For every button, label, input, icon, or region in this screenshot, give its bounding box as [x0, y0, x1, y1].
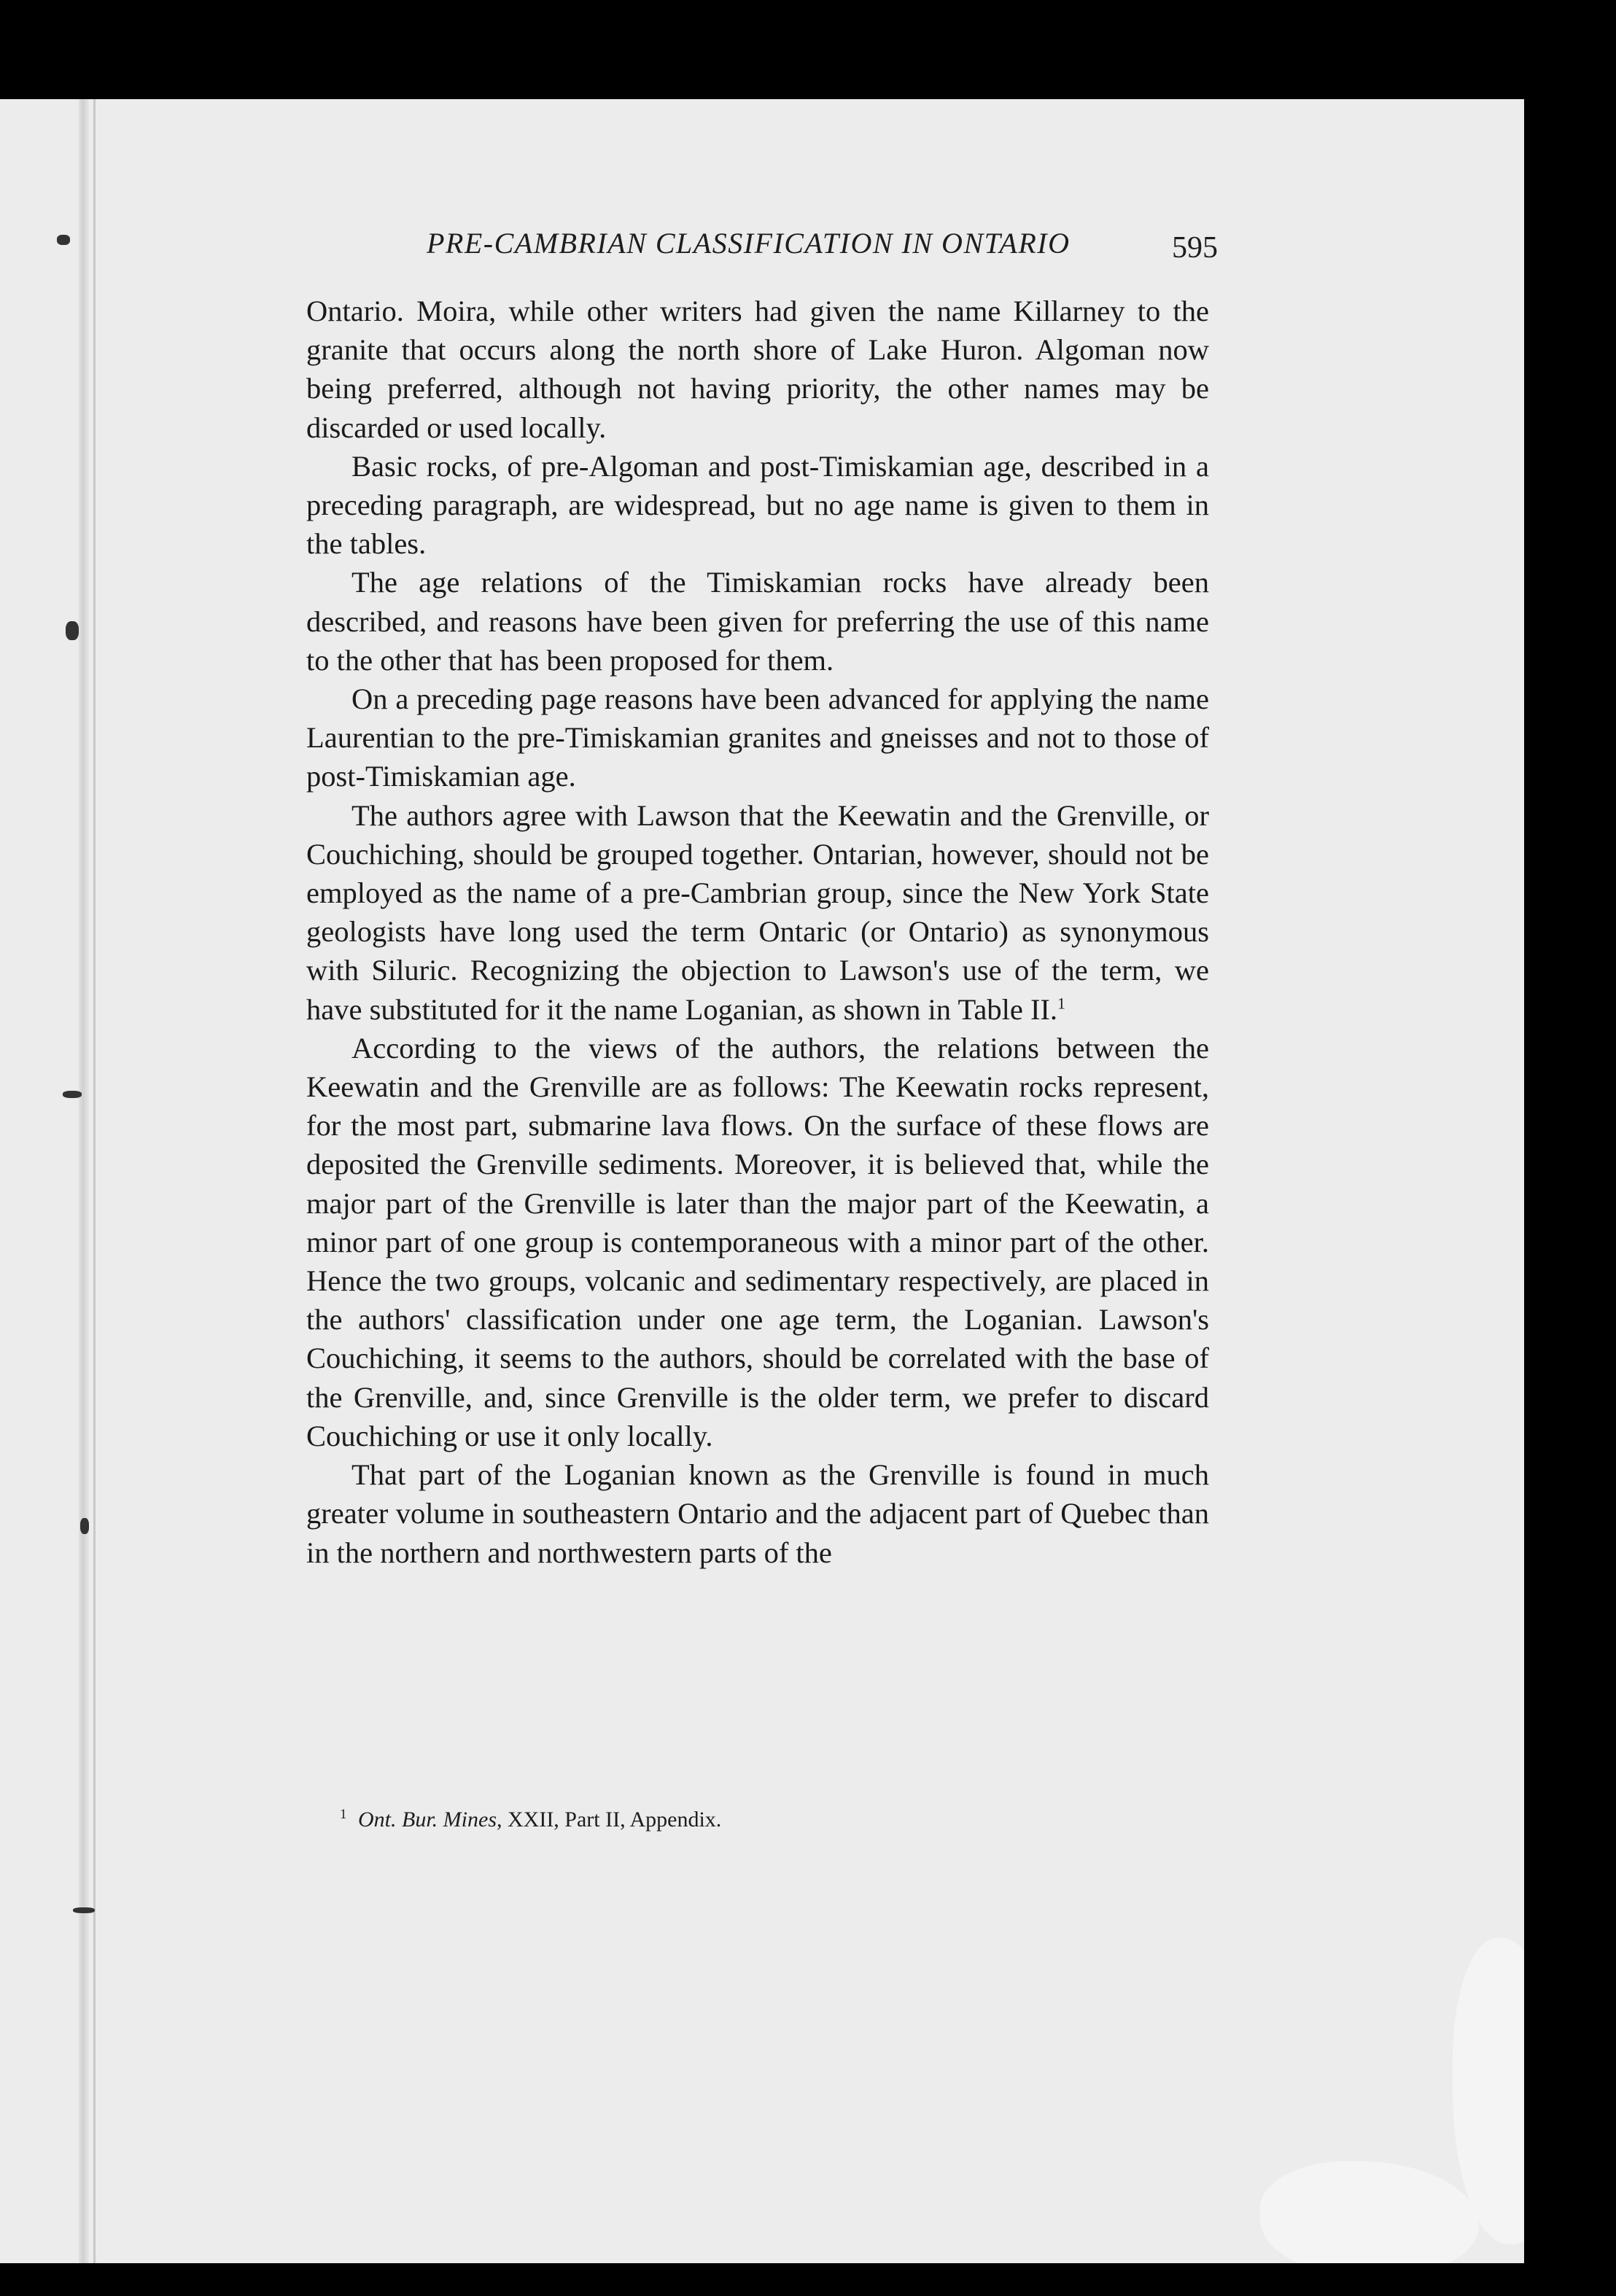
page-damage [1260, 2161, 1479, 2263]
paragraph: Ontario. Moira, while other writers had given the name Killarney to the granite that occurs along the north shore of Lake Huron. Algoman now being preferred, although not having priority, the other names may be discarded or used locally. [306, 295, 1209, 444]
paragraph: The age relations of the Timiskamian rocks have already been described, and reasons have been given for preferring the use of this name to the other that has been proposed for them. [306, 566, 1209, 677]
margin-mark [66, 621, 79, 640]
binding-gutter [79, 99, 89, 2263]
margin-mark [80, 1518, 89, 1534]
margin-mark [73, 1907, 95, 1913]
body-text [306, 292, 1209, 1572]
footnote-detail: XXII, Part II, Appendix. [508, 1807, 722, 1832]
footnote-reference: 1 [1057, 994, 1066, 1013]
paragraph: On a preceding page reasons have been advanced for applying the name Laurentian to the pre-Timiskamian granites and gneisses and not to those of post-Timiskamian age. [306, 682, 1209, 793]
running-header [306, 217, 1218, 268]
margin-mark [63, 1091, 82, 1098]
page-number: 595 [1172, 231, 1218, 265]
paragraph: According to the views of the authors, the relations between the Keewatin and the Grenville are as follows: The Keewatin rocks represent, for the most part, submarine lava flows. On the surface of these flows are deposited the Grenville sediments. Moreover, it is believed that, while the major part of the Grenville is later than the major part of the Keewatin, a minor part of one group is contemporaneous with a minor part of the other. Hence the two groups, volcanic and sedimentary respectively, are placed in the authors' classification under one age term, the Loganian. Lawson's Couchiching, it seems to the authors, should be correlated with the base of the Grenville, and, since Grenville is the older term, we prefer to discard Couchiching or use it only locally. [306, 1031, 1209, 1452]
footnote-marker: 1 [340, 1807, 347, 1822]
footnote [340, 1807, 721, 1832]
running-title: PRE-CAMBRIAN CLASSIFICATION IN ONTARIO [427, 227, 1071, 260]
paragraph-text: The authors agree with Lawson that the Keewatin and the Grenville, or Couchiching, should be grouped together. Ontarian, however, should not be employed as the name of a pre-Cambrian group, since the New York State geologists have long used the term Ontaric (or Ontario) as synonymous with Siluric. Recognizing the objection to Lawson's use of the term, we have substituted for it the name Loganian, as shown in Table II. [306, 798, 1209, 1026]
footnote-source: Ont. Bur. Mines, [358, 1807, 502, 1832]
margin-mark [57, 235, 70, 245]
paragraph [306, 796, 1209, 1029]
paragraph: Basic rocks, of pre-Algoman and post-Timiskamian age, described in a preceding paragraph, are widespread, but no age name is given to them in the tables. [306, 449, 1209, 561]
paragraph: That part of the Loganian known as the Grenville is found in much greater volume in southeastern Ontario and the adjacent part of Quebec than in the northern and northwestern parts of the [306, 1458, 1209, 1569]
gutter-line [93, 99, 96, 2263]
